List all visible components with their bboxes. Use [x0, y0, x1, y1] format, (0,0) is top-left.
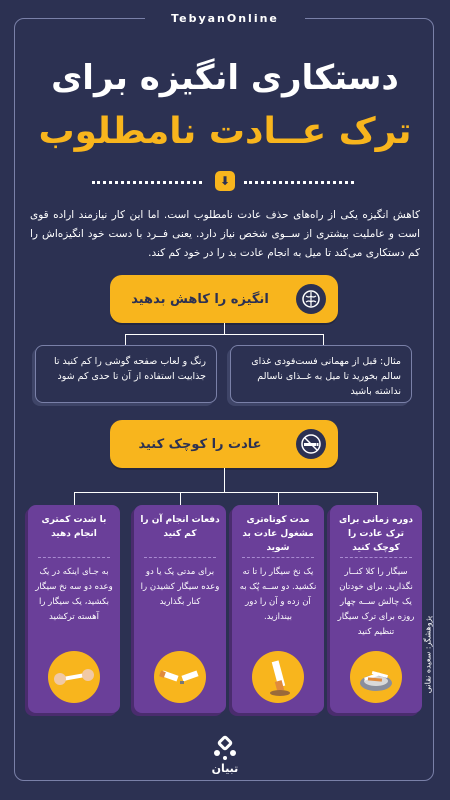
divider [144, 557, 216, 558]
divider [340, 557, 412, 558]
tip-card [330, 505, 422, 713]
tip-card-title: دفعات انجام آن را کم کنید [140, 515, 220, 539]
brand-header: TebyanOnline [145, 11, 305, 27]
hands-breaking-cigarette-icon [48, 651, 100, 703]
tip-card-body: سیگار را کلا کنــار نگذارید. برای خودتان یک چالش ســه چهار روزه برای ترک سیگار تنظیم کنید [337, 567, 415, 637]
connector-line [224, 468, 225, 492]
credit-vertical [418, 560, 448, 770]
tip-card [134, 505, 226, 713]
page-subtitle: ترک عــادت نامطلوب [38, 111, 412, 152]
divider [242, 557, 314, 558]
tip-card [28, 505, 120, 713]
arrow-down-icon: ⬇ [215, 171, 235, 191]
tip-card-body: به جـای اینکه در یک وعده دو سه نخ سیگار بکشید، یک سیگار را آهسته ترکشید [35, 567, 113, 622]
tip-card-body: یک نخ سیگار را تا ته نکشید. دو ســه پُک به آن زده و آن را دور بیندازید. [239, 567, 317, 622]
dotted-divider-right [244, 181, 354, 184]
connector-line [74, 492, 378, 506]
cigarette-ashtray-icon [350, 651, 402, 703]
connector-line [224, 323, 225, 334]
page-title: دستکاری انگیزه برای [51, 58, 399, 98]
tip-card-title: مدت کوتاه‌تری مشغول عادت بد شوید [242, 515, 314, 553]
tip-card [232, 505, 324, 713]
tip-card-title: دوره زمانی برای ترک عادت را کوچک کنید [339, 515, 413, 553]
example-box: رنگ و لعاب صفحه گوشی را کم کنید تا جذابیت استفاده از آن تا حدی کم شود [35, 345, 217, 403]
credit-text: پژوهشگر: سعیده نقانی [423, 615, 433, 694]
tip-card-body: برای مدتی یک یا دو وعده سیگار کشیدن را کنار بگذارید [140, 567, 220, 607]
tebyan-logo-icon [205, 735, 245, 761]
tip-card-title: با شدت کمتری انجام دهید [41, 515, 107, 539]
section-heading-reduce-motivation [110, 275, 338, 323]
logo-text: تبیان [211, 762, 239, 775]
intro-paragraph: کاهش انگیزه یکی از راه‌های حذف عادت نامطلوب است. اما این کار نیازمند اراده قوی است و عاملیت بیشتری از ســوی شخص نیاز دارد. یعنی فــرد با دست خود انگیزه‌اش را کم دستکاری می‌کند تا میل به انجام عادت بد را در خود کم کند. [30, 209, 420, 259]
cigarette-stub-icon [252, 651, 304, 703]
example-box: مثال: قبل از مهمانی فست‌فودی غذای سالم بخورید تا میل به غــذای ناسالم نداشته باشید [230, 345, 412, 403]
connector-line [180, 492, 181, 505]
section-heading-label: عادت را کوچک کنید [138, 436, 262, 452]
no-smoking-icon [296, 429, 326, 459]
brain-icon [296, 284, 326, 314]
section-heading-label: انگیزه را کاهش بدهید [131, 291, 269, 307]
connector-line [278, 492, 279, 505]
section-heading-shrink-habit [110, 420, 338, 468]
broken-cigarette-icon [154, 651, 206, 703]
dotted-divider-left [92, 181, 202, 184]
divider [38, 557, 110, 558]
